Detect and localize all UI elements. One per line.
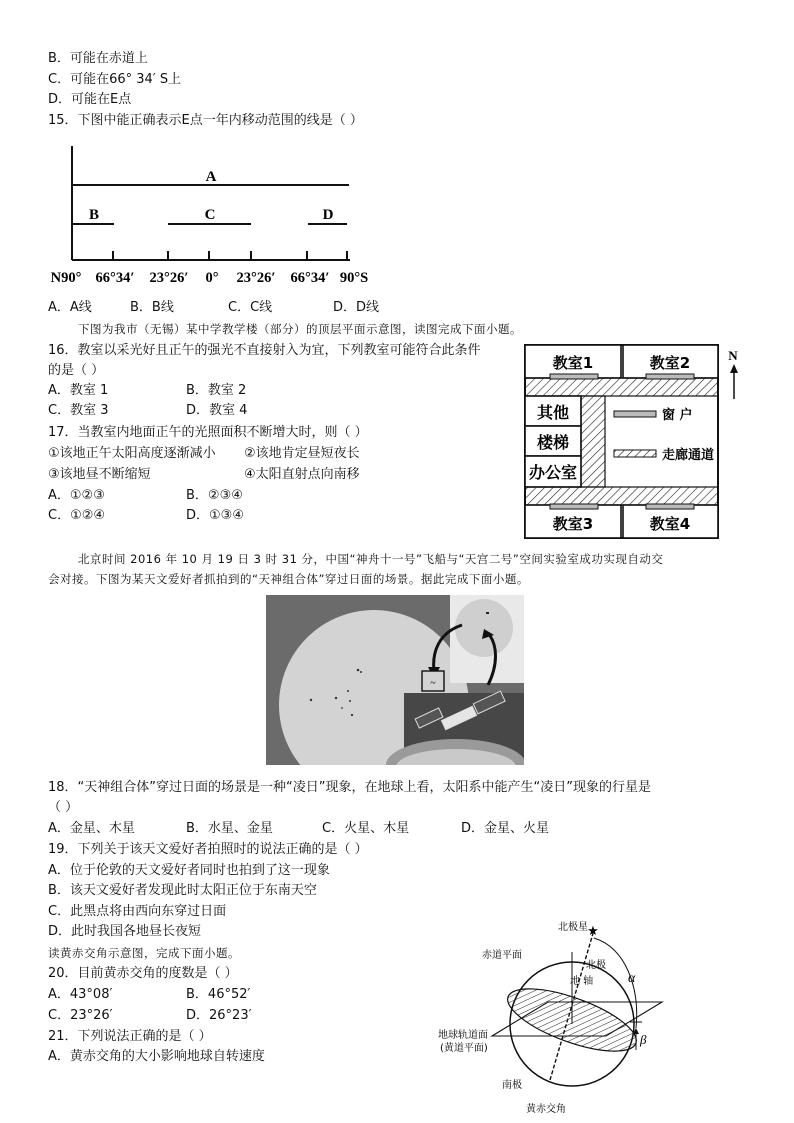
q17-item-1: ①该地正午太阳高度逐渐减小	[48, 446, 216, 461]
room-4-label: 教室4	[649, 515, 691, 533]
south-pole-label: 南极	[502, 1080, 522, 1091]
q20-option-b: B．46°52′	[186, 987, 251, 1002]
q20-option-c: C．23°26′	[48, 1008, 113, 1023]
office-label: 办公室	[528, 463, 578, 482]
tick-label: 90°S	[339, 270, 369, 286]
q17-option-b: B．②③④	[186, 488, 243, 503]
q17-stem: 17．当教室内地面正午的光照面积不断增大时，则（ ）	[48, 425, 368, 440]
q17-option-d: D．①③④	[186, 508, 244, 523]
intro-18-19-line2: 会对接。下图为某天文爱好者抓拍到的“天神组合体”穿过日面的场景。据此完成下面小题。	[48, 572, 529, 586]
line-b-label: B	[88, 207, 100, 223]
tick-label: 0°	[205, 270, 219, 286]
q18-option-b: B．水星、金星	[186, 821, 273, 836]
line-a-label: A	[205, 169, 217, 185]
q14-option-d: D．可能在E点	[48, 92, 132, 107]
line-d-label: D	[322, 207, 334, 223]
tick-label: 66°34′	[95, 270, 135, 286]
tick-label: 23°26′	[149, 270, 189, 286]
orbit-plane-sublabel: (黄道平面)	[440, 1043, 488, 1054]
orbit-plane-label: 地球轨道面	[438, 1030, 488, 1041]
caption-label: 黄赤交角	[526, 1104, 566, 1115]
alpha-label: α	[628, 971, 636, 986]
tick-label: 23°26′	[236, 270, 276, 286]
q20-option-a: A．43°08′	[48, 987, 113, 1002]
q15-stem: 15．下图中能正确表示E点一年内移动范围的线是（ ）	[48, 113, 363, 128]
axis-label: 地 轴	[570, 976, 594, 987]
q18-stem-line2: （ ）	[48, 800, 79, 815]
q17-item-4: ④太阳直射点向南移	[244, 467, 360, 482]
q19-option-b: B．该天文爱好者发现此时太阳正位于东南天空	[48, 883, 317, 898]
north-pole-label: 北极	[586, 960, 606, 971]
tick-label: 66°34′	[290, 270, 330, 286]
room-1-label: 教室1	[552, 354, 594, 372]
obliquity-diagram	[430, 918, 670, 1118]
solar-transit-photo	[266, 595, 524, 765]
beta-label: β	[640, 1032, 647, 1047]
q19-option-c: C．此黑点将由西向东穿过日面	[48, 904, 227, 919]
q18-option-c: C．火星、木星	[322, 821, 410, 836]
q15-option-d: D．D线	[333, 300, 380, 315]
q18-option-a: A．金星、木星	[48, 821, 135, 836]
latitude-range-figure	[44, 140, 384, 290]
q17-option-c: C．①②④	[48, 508, 106, 523]
q19-option-d: D．此时我国各地昼长夜短	[48, 924, 202, 939]
window-legend-label: 窗 户	[662, 408, 693, 423]
intro-16-17: 下图为我市（无锡）某中学教学楼（部分）的顶层平面示意图，读图完成下面小题。	[78, 322, 522, 336]
room-3-label: 教室3	[552, 515, 594, 533]
q21-stem: 21．下列说法正确的是（ ）	[48, 1029, 212, 1044]
q16-option-a: A．教室 1	[48, 383, 109, 398]
q16-stem-line2: 的是（ ）	[48, 363, 105, 378]
q19-option-a: A．位于伦敦的天文爱好者同时也拍到了这一现象	[48, 863, 330, 878]
polaris-star-icon: ★	[587, 923, 599, 938]
q17-item-3: ③该地昼不断缩短	[48, 467, 151, 482]
polaris-label: 北极星	[558, 922, 588, 933]
window-legend-swatch	[614, 411, 656, 417]
q16-option-c: C．教室 3	[48, 403, 109, 418]
q17-item-2: ②该地肯定昼短夜长	[244, 446, 360, 461]
q15-option-a: A．A线	[48, 300, 92, 315]
corridor-legend-label: 走廊通道	[662, 448, 715, 463]
room-2-label: 教室2	[649, 354, 691, 372]
corridor-legend-swatch	[614, 450, 656, 457]
line-c-label: C	[204, 207, 216, 223]
q19-stem: 19．下列关于该天文爱好者拍照时的说法正确的是（ ）	[48, 842, 368, 857]
intro-20-21: 读黄赤交角示意图，完成下面小题。	[48, 946, 240, 960]
north-label: N	[728, 348, 738, 363]
q20-option-d: D．26°23′	[186, 1008, 252, 1023]
q21-option-a: A．黄赤交角的大小影响地球自转速度	[48, 1049, 265, 1064]
equator-plane-label: 赤道平面	[482, 950, 522, 961]
q18-option-d: D．金星、火星	[461, 821, 550, 836]
q16-option-b: B．教室 2	[186, 383, 247, 398]
intro-18-19-line1: 北京时间 2016 年 10 月 19 日 3 时 31 分，中国“神舟十一号”飞船与“天宫二号”空间实验室成功实现自动交	[78, 552, 664, 566]
tick-label: N90°	[50, 270, 82, 286]
q17-option-a: A．①②③	[48, 488, 105, 503]
q14-option-b: B．可能在赤道上	[48, 51, 148, 66]
floor-plan-figure	[520, 342, 750, 542]
svg-text:~: ~	[430, 678, 436, 689]
q14-option-c: C．可能在66° 34′ S上	[48, 72, 182, 87]
q15-option-b: B．B线	[130, 300, 174, 315]
other-room-label: 其他	[536, 403, 570, 422]
stairs-label: 楼梯	[536, 433, 570, 452]
q20-stem: 20．目前黄赤交角的度数是（ ）	[48, 966, 238, 981]
q16-stem-line1: 16．教室以采光好且正午的强光不直接射入为宜，下列教室可能符合此条件	[48, 343, 481, 358]
q16-option-d: D．教室 4	[186, 403, 248, 418]
q15-option-c: C．C线	[228, 300, 273, 315]
q18-stem-line1: 18．“天神组合体”穿过日面的场景是一种“凌日”现象，在地球上看，太阳系中能产生“凌日”现象的行星是	[48, 780, 651, 795]
